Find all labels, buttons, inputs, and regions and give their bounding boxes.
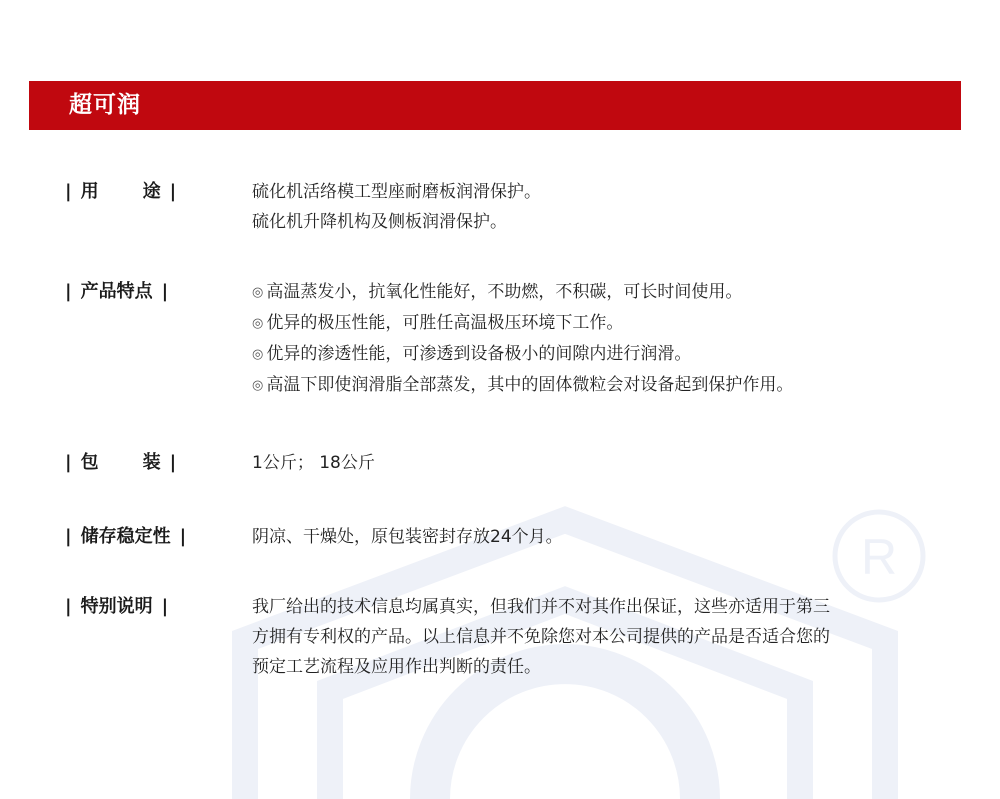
- feature-item: ◎ 优异的极压性能，可胜任高温极压环境下工作。: [252, 313, 624, 333]
- feature-item: ◎ 高温蒸发小，抗氧化性能好，不助燃，不积碳，可长时间使用。: [252, 282, 743, 302]
- bullet-icon: ◎: [252, 378, 264, 393]
- usage-content: [252, 177, 932, 237]
- storage-content: [252, 522, 932, 552]
- bullet-icon: ◎: [252, 347, 264, 362]
- packaging-label: | 包 装 |: [65, 452, 177, 473]
- packaging-text: 1公斤； 18公斤: [252, 453, 375, 473]
- notes-content: [252, 592, 932, 682]
- notes-line: 预定工艺流程及应用作出判断的责任。: [252, 657, 541, 677]
- feature-item: ◎ 优异的渗透性能，可渗透到设备极小的间隙内进行润滑。: [252, 344, 692, 364]
- feature-item: ◎ 高温下即使润滑脂全部蒸发，其中的固体微粒会对设备起到保护作用。: [252, 375, 794, 395]
- bullet-icon: ◎: [252, 285, 264, 300]
- storage-text: 阴凉、干燥处，原包装密封存放24个月。: [252, 527, 563, 547]
- bullet-icon: ◎: [252, 316, 264, 331]
- features-content: [252, 277, 932, 401]
- usage-line: 硫化机活络模工型座耐磨板润滑保护。: [252, 182, 541, 202]
- packaging-content: [252, 448, 932, 478]
- title-bar: [29, 81, 961, 130]
- usage-line: 硫化机升降机构及侧板润滑保护。: [252, 212, 507, 232]
- storage-label: | 储存稳定性 |: [65, 526, 187, 547]
- product-title: 超可润: [69, 92, 141, 118]
- notes-line: 方拥有专利权的产品。以上信息并不免除您对本公司提供的产品是否适合您的: [252, 627, 830, 647]
- features-label: | 产品特点 |: [65, 281, 169, 302]
- notes-label: | 特别说明 |: [65, 596, 169, 617]
- usage-label: | 用 途 |: [65, 181, 177, 202]
- notes-line: 我厂给出的技术信息均属真实，但我们并不对其作出保证，这些亦适用于第三: [252, 597, 830, 617]
- svg-text:R: R: [860, 529, 898, 585]
